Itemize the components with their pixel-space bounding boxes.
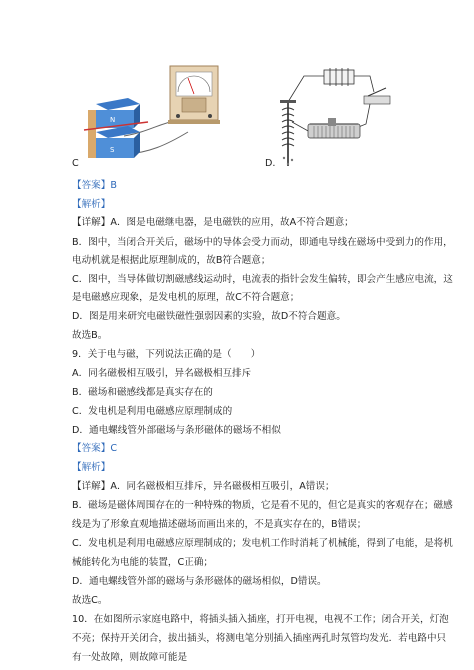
q8-analysis-line: D．图是用来研究电磁铁磁性强弱因素的实验，故D不符合题意。 [72,311,346,322]
q9-analysis-line: B．磁场是磁体周围存在的一种特殊的物质，它是看不见的，但它是真实的客观存在；磁感 [72,500,453,511]
figure-c-ammeter-illustration [78,62,228,170]
q9-option-a: A．同名磁极相互吸引，异名磁极相互排斥 [72,368,252,379]
q8-analysis-line: 【详解】A．图是电磁继电器，是电磁铁的应用，故A不符合题意； [72,217,354,228]
q9-stem: 9．关于电与磁，下列说法正确的是（ ） [72,349,261,360]
q9-analysis-line: D．通电螺线管外部的磁场与条形磁体的磁场相似，D错误。 [72,576,327,587]
q8-analysis-title: 【解析】 [72,199,111,210]
q10-stem-line: 有一处故障，则故障可能是 [72,652,188,663]
q9-analysis-title: 【解析】 [72,462,111,473]
q8-conclusion: 故选B。 [72,330,108,341]
q9-analysis-line: C．发电机是利用电磁感应原理制成的；发电机工作时消耗了机械能，得到了电能，是将机 [72,538,453,549]
q9-conclusion: 故选C。 [72,595,108,606]
svg-text:N: N [110,116,116,124]
q9-option-b: B．磁场和磁感线都是真实存在的 [72,387,213,398]
q9-analysis-line: 线是为了形象直观地描述磁场而画出来的，不是真实存在的，B错误； [72,519,367,530]
q8-analysis-line: 是电磁感应现象，是发电机的原理，故C不符合题意； [72,292,300,303]
q10-stem-line: 不亮；保持开关闭合，拔出插头，将测电笔分别插入插座两孔时氖管均发光．若电路中只 [72,633,447,644]
figure-d-electromagnet-circuit [270,62,400,170]
q9-analysis-line: 械能转化为电能的装置，C正确； [72,557,214,568]
q8-analysis-line: B．图中，当闭合开关后，磁场中的导体会受力而动，即通电导线在磁场中受到力的作用， [72,237,453,248]
q9-analysis-line: 【详解】A．同名磁极相互排斥，异名磁极相互吸引，A错误； [72,481,335,492]
q10-stem-line: 10．在如图所示家庭电路中，将插头插入插座，打开电视，电视不工作；闭合开关，灯泡 [72,614,449,625]
svg-text:S: S [110,146,115,154]
figure-c-label: C [72,158,79,169]
q9-option-c: C．发电机是利用电磁感应原理制成的 [72,406,233,417]
figure-d-label: D. [265,158,276,169]
q8-analysis-line: C．图中，当导体做切割磁感线运动时，电流表的指针会发生偏转，即会产生感应电流，这 [72,274,453,285]
q9-option-d: D．通电螺线管外部磁场与条形磁体的磁场不相似 [72,425,281,436]
q8-answer: 【答案】B [72,180,117,191]
q9-answer: 【答案】C [72,443,118,454]
q8-analysis-line: 电动机就是根据此原理制成的，故B符合题意； [72,255,271,266]
